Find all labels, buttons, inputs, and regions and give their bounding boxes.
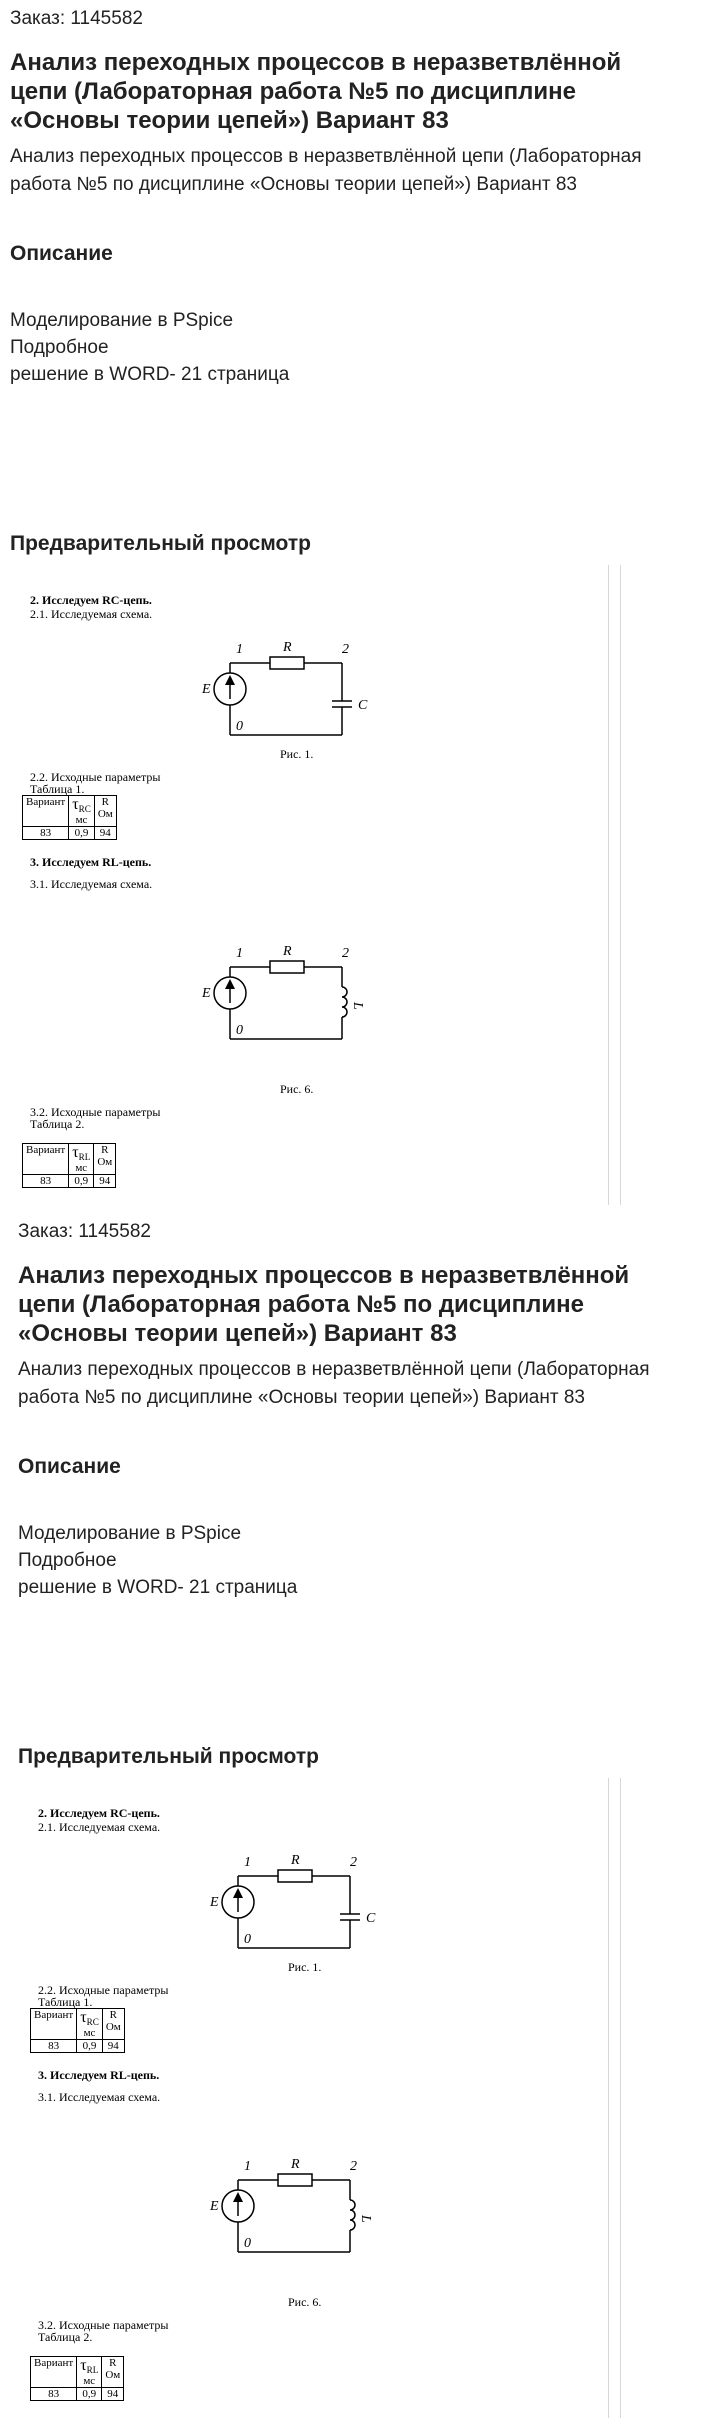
- rl-scheme-label: 3.1. Исследуемая схема.: [30, 877, 153, 891]
- preview-heading: Предварительный просмотр: [18, 1745, 319, 1768]
- preview-border: [620, 565, 621, 1205]
- node-0-label: 0: [244, 2236, 251, 2251]
- table-header: $\tau_{RL}$ мс: [69, 1144, 94, 1175]
- node-0-label: 0: [244, 1932, 251, 1947]
- node-2-label: 2: [342, 946, 349, 961]
- table-cell: 94: [94, 1175, 116, 1188]
- rl-heading: 3. Исследуем RL-цепь.: [38, 2068, 160, 2082]
- table-header: Вариант: [31, 2357, 77, 2388]
- rc-scheme-label: 2.1. Исследуемая схема.: [38, 1820, 161, 1834]
- inductor-label: L: [350, 1002, 365, 1010]
- rl-params-table: [22, 1143, 116, 1188]
- page-subtitle: Анализ переходных процессов в неразветвлённой цепи (Лабораторная работа №5 по дисциплине «Основы теории цепей») Вариант 83: [18, 1359, 650, 1408]
- rc-table-caption: Таблица 1.: [30, 782, 85, 796]
- table-header: R Ом: [94, 796, 116, 827]
- description-line: Моделирование в PSpice: [10, 310, 234, 331]
- rc-figure-caption: Рис. 1.: [288, 1960, 322, 1974]
- description-line: решение в WORD- 21 страница: [10, 364, 290, 385]
- rc-params-label: 2.2. Исходные параметры: [30, 770, 161, 784]
- node-2-label: 2: [350, 2159, 357, 2174]
- description-line: решение в WORD- 21 страница: [18, 1577, 298, 1598]
- rl-params-label: 3.2. Исходные параметры: [38, 2318, 169, 2332]
- rc-table-caption: Таблица 1.: [38, 1995, 93, 2009]
- node-1-label: 1: [236, 946, 243, 961]
- description-line: Подробное: [10, 337, 109, 358]
- preview-heading: Предварительный просмотр: [10, 532, 311, 555]
- table-cell: 0,9: [77, 2388, 102, 2401]
- description-line: Подробное: [18, 1550, 117, 1571]
- description-text: [18, 1520, 297, 1601]
- preview-border: [620, 1778, 621, 2418]
- page-subtitle: Анализ переходных процессов в неразветвлённой цепи (Лабораторная работа №5 по дисциплине «Основы теории цепей») Вариант 83: [10, 146, 642, 195]
- rc-figure-caption: Рис. 1.: [280, 747, 314, 761]
- table-cell: 94: [94, 827, 116, 840]
- rc-params-table: [30, 2008, 125, 2053]
- rl-params-table: [30, 2356, 124, 2401]
- resistor-label: R: [291, 2157, 300, 2172]
- table-header: R Ом: [94, 1144, 116, 1175]
- rl-scheme-label: 3.1. Исследуемая схема.: [38, 2090, 161, 2104]
- table-cell: 0,9: [69, 827, 95, 840]
- preview-scrollbar-track[interactable]: [608, 565, 609, 1205]
- table-header: Вариант: [23, 1144, 69, 1175]
- resistor-label: R: [283, 640, 292, 655]
- table-header: $\tau_{RL}$ мс: [77, 2357, 102, 2388]
- rc-circuit-diagram: [210, 1844, 378, 1954]
- node-1-label: 1: [236, 642, 243, 657]
- page-block: [0, 1213, 701, 2423]
- source-label: E: [210, 2199, 219, 2214]
- table-header: R Ом: [102, 2357, 124, 2388]
- inductor-label: L: [358, 2215, 373, 2223]
- rl-params-label: 3.2. Исходные параметры: [30, 1105, 161, 1119]
- rc-heading: 2. Исследуем RC-цепь.: [38, 1806, 160, 1820]
- rc-scheme-label: 2.1. Исследуемая схема.: [30, 607, 153, 621]
- source-label: E: [202, 986, 211, 1001]
- table-cell: 83: [31, 2040, 77, 2053]
- resistor-label: R: [291, 1853, 300, 1868]
- node-2-label: 2: [342, 642, 349, 657]
- table-cell: 0,9: [69, 1175, 94, 1188]
- order-label: Заказ: 1145582: [18, 1221, 151, 1242]
- rl-heading: 3. Исследуем RL-цепь.: [30, 855, 152, 869]
- page-title: Анализ переходных процессов в неразветвлённой цепи (Лабораторная работа №5 по дисциплине «Основы теории цепей») Вариант 83: [18, 1262, 630, 1347]
- description-heading: Описание: [18, 1455, 121, 1478]
- table-cell: 83: [23, 827, 69, 840]
- table-cell: 83: [31, 2388, 77, 2401]
- rc-params-label: 2.2. Исходные параметры: [38, 1983, 169, 1997]
- order-label: Заказ: 1145582: [10, 8, 143, 29]
- description-text: [10, 307, 289, 388]
- rl-table-caption: Таблица 2.: [30, 1117, 85, 1131]
- table-cell: 94: [102, 2388, 124, 2401]
- node-1-label: 1: [244, 1855, 251, 1870]
- rc-circuit-diagram: [202, 631, 370, 741]
- table-header: $\tau_{RC}$ мс: [77, 2009, 103, 2040]
- rl-table-caption: Таблица 2.: [38, 2330, 93, 2344]
- node-1-label: 1: [244, 2159, 251, 2174]
- table-header: Вариант: [23, 796, 69, 827]
- node-0-label: 0: [236, 719, 243, 734]
- resistor-label: R: [283, 944, 292, 959]
- description-line: Моделирование в PSpice: [18, 1523, 242, 1544]
- source-label: E: [202, 682, 211, 697]
- capacitor-label: C: [366, 1911, 376, 1926]
- capacitor-label: C: [358, 698, 368, 713]
- rc-heading: 2. Исследуем RC-цепь.: [30, 593, 152, 607]
- page-title: Анализ переходных процессов в неразветвлённой цепи (Лабораторная работа №5 по дисциплине «Основы теории цепей») Вариант 83: [10, 49, 622, 134]
- table-header: Вариант: [31, 2009, 77, 2040]
- description-heading: Описание: [10, 242, 113, 265]
- rl-circuit-diagram: [202, 935, 370, 1045]
- document-preview[interactable]: [18, 1778, 630, 2418]
- table-cell: 0,9: [77, 2040, 103, 2053]
- table-header: R Ом: [102, 2009, 124, 2040]
- rc-params-table: [22, 795, 117, 840]
- table-header: $\tau_{RC}$ мс: [69, 796, 95, 827]
- rl-circuit-diagram: [210, 2148, 378, 2258]
- rl-figure-caption: Рис. 6.: [288, 2295, 322, 2309]
- rl-figure-caption: Рис. 6.: [280, 1082, 314, 1096]
- preview-scrollbar-track[interactable]: [608, 1778, 609, 2418]
- document-preview[interactable]: [10, 565, 622, 1205]
- node-0-label: 0: [236, 1023, 243, 1038]
- table-cell: 83: [23, 1175, 69, 1188]
- page-block: [0, 0, 701, 1210]
- node-2-label: 2: [350, 1855, 357, 1870]
- source-label: E: [210, 1895, 219, 1910]
- table-cell: 94: [102, 2040, 124, 2053]
